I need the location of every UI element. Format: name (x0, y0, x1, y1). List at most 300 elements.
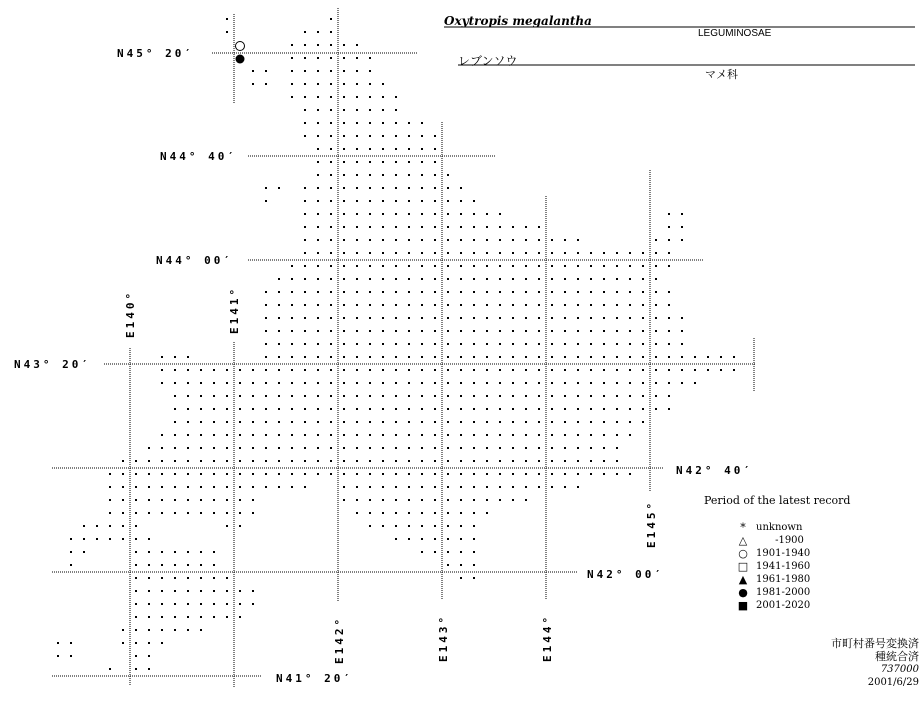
grid-dot (226, 460, 228, 462)
grid-dot (317, 447, 319, 449)
grid-dot (343, 460, 345, 462)
grid-dot (317, 343, 319, 345)
grid-dot (473, 200, 475, 202)
grid-dot (213, 564, 215, 566)
grid-dot (317, 317, 319, 319)
grid-dot (382, 109, 384, 111)
grid-dot (369, 330, 371, 332)
lat-label-n4200: N42° 00′ (587, 568, 664, 581)
grid-dot (161, 616, 163, 618)
grid-dot (304, 486, 306, 488)
grid-dot (317, 278, 319, 280)
grid-dot (369, 486, 371, 488)
grid-dot (629, 421, 631, 423)
grid-dot (395, 434, 397, 436)
grid-dot (278, 486, 280, 488)
grid-dot (434, 447, 436, 449)
grid-dot (642, 356, 644, 358)
grid-dot (356, 343, 358, 345)
grid-dot (642, 395, 644, 397)
grid-dot (512, 447, 514, 449)
grid-dot (434, 460, 436, 462)
grid-dot (148, 668, 150, 670)
grid-dot (655, 408, 657, 410)
grid-dot (356, 44, 358, 46)
grid-dot (538, 421, 540, 423)
grid-dot (668, 330, 670, 332)
grid-dot (512, 473, 514, 475)
grid-dot (70, 551, 72, 553)
grid-dot (291, 70, 293, 72)
grid-dot (603, 252, 605, 254)
grid-dot (187, 486, 189, 488)
grid-dot (304, 434, 306, 436)
grid-dot (616, 252, 618, 254)
grid-dot (408, 343, 410, 345)
grid-dot (499, 421, 501, 423)
grid-dot (551, 369, 553, 371)
grid-dot (369, 525, 371, 527)
grid-dot (382, 291, 384, 293)
grid-dot (356, 486, 358, 488)
grid-dot (434, 252, 436, 254)
grid-dot (200, 369, 202, 371)
grid-dot (447, 382, 449, 384)
grid-dot (434, 148, 436, 150)
grid-dot (135, 525, 137, 527)
grid-dot (382, 473, 384, 475)
grid-dot (629, 343, 631, 345)
grid-dot (408, 369, 410, 371)
grid-dot (603, 382, 605, 384)
grid-dot (330, 473, 332, 475)
grid-dot (538, 304, 540, 306)
grid-dot (512, 252, 514, 254)
grid-dot (395, 174, 397, 176)
grid-dot (551, 356, 553, 358)
grid-dot (161, 473, 163, 475)
grid-dot (226, 577, 228, 579)
grid-dot (291, 304, 293, 306)
filled-circle-icon: ● (738, 586, 748, 599)
grid-dot (616, 265, 618, 267)
grid-dot (161, 460, 163, 462)
grid-dot (200, 512, 202, 514)
lon-label-e141: E141° (228, 285, 241, 334)
grid-dot (629, 330, 631, 332)
grid-dot (551, 395, 553, 397)
grid-dot (629, 252, 631, 254)
grid-dot (590, 447, 592, 449)
grid-dot (304, 213, 306, 215)
grid-dot (135, 603, 137, 605)
grid-dot (421, 486, 423, 488)
grid-dot (330, 31, 332, 33)
grid-dot (135, 512, 137, 514)
lon-label-e145: E145° (645, 499, 658, 548)
grid-dot (447, 564, 449, 566)
grid-dot (330, 291, 332, 293)
grid-dot (330, 434, 332, 436)
grid-dot (486, 512, 488, 514)
grid-dot (382, 512, 384, 514)
grid-dot (512, 408, 514, 410)
grid-dot (291, 382, 293, 384)
grid-dot (187, 603, 189, 605)
grid-dot (408, 252, 410, 254)
grid-dot (187, 382, 189, 384)
grid-dot (252, 421, 254, 423)
grid-dot (161, 564, 163, 566)
grid-dot (551, 317, 553, 319)
grid-dot (161, 382, 163, 384)
grid-dot (369, 369, 371, 371)
grid-dot (148, 512, 150, 514)
grid-dot (174, 421, 176, 423)
grid-dot (447, 486, 449, 488)
grid-dot (343, 109, 345, 111)
grid-dot (642, 278, 644, 280)
grid-dot (629, 356, 631, 358)
grid-dot (356, 317, 358, 319)
grid-dot (460, 395, 462, 397)
grid-dot (330, 252, 332, 254)
grid-dot (356, 226, 358, 228)
grid-dot (538, 278, 540, 280)
grid-dot (460, 525, 462, 527)
grid-dot (200, 447, 202, 449)
grid-dot (421, 434, 423, 436)
grid-dot (343, 148, 345, 150)
grid-dot (551, 408, 553, 410)
grid-dot (473, 213, 475, 215)
grid-dot (577, 278, 579, 280)
grid-dot (343, 44, 345, 46)
grid-dot (408, 265, 410, 267)
grid-dot (408, 525, 410, 527)
grid-dot (304, 31, 306, 33)
grid-dot (83, 551, 85, 553)
grid-dot (473, 408, 475, 410)
grid-dot (564, 447, 566, 449)
grid-dot (603, 447, 605, 449)
grid-dot (330, 356, 332, 358)
grid-dot (421, 174, 423, 176)
grid-dot (304, 317, 306, 319)
grid-dot (421, 369, 423, 371)
grid-dot (603, 395, 605, 397)
grid-dot (668, 265, 670, 267)
grid-dot (577, 343, 579, 345)
grid-dot (369, 226, 371, 228)
grid-dot (57, 655, 59, 657)
grid-dot (538, 382, 540, 384)
grid-dot (291, 291, 293, 293)
grid-dot (213, 486, 215, 488)
grid-dot (434, 434, 436, 436)
grid-dot (603, 408, 605, 410)
grid-dot (616, 473, 618, 475)
grid-dot (213, 603, 215, 605)
grid-dot (460, 265, 462, 267)
grid-dot (473, 577, 475, 579)
grid-dot (460, 317, 462, 319)
grid-dot (395, 278, 397, 280)
grid-dot (707, 369, 709, 371)
grid-dot (382, 135, 384, 137)
grid-dot (369, 408, 371, 410)
grid-dot (174, 603, 176, 605)
grid-dot (681, 343, 683, 345)
grid-dot (668, 382, 670, 384)
grid-dot (616, 317, 618, 319)
grid-dot (343, 499, 345, 501)
grid-dot (265, 187, 267, 189)
grid-dot (421, 499, 423, 501)
grid-dot (343, 70, 345, 72)
grid-dot (317, 330, 319, 332)
grid-dot (642, 408, 644, 410)
grid-dot (629, 473, 631, 475)
grid-dot (538, 460, 540, 462)
grid-dot (148, 642, 150, 644)
grid-dot (720, 369, 722, 371)
grid-dot (356, 382, 358, 384)
grid-dot (421, 252, 423, 254)
grid-dot (473, 382, 475, 384)
grid-dot (525, 278, 527, 280)
grid-dot (161, 499, 163, 501)
grid-dot (447, 239, 449, 241)
grid-dot (434, 473, 436, 475)
grid-dot (395, 343, 397, 345)
grid-dot (629, 291, 631, 293)
grid-dot (369, 57, 371, 59)
grid-dot (265, 330, 267, 332)
grid-dot (135, 551, 137, 553)
grid-dot (369, 278, 371, 280)
grid-dot (408, 135, 410, 137)
grid-dot (187, 473, 189, 475)
grid-dot (330, 213, 332, 215)
grid-dot (473, 343, 475, 345)
grid-dot (109, 486, 111, 488)
grid-dot (239, 590, 241, 592)
grid-dot (330, 265, 332, 267)
grid-dot (590, 434, 592, 436)
grid-dot (408, 421, 410, 423)
grid-dot (382, 447, 384, 449)
grid-dot (317, 421, 319, 423)
grid-dot (577, 291, 579, 293)
grid-dot (486, 434, 488, 436)
grid-dot (382, 317, 384, 319)
grid-dot (304, 460, 306, 462)
grid-dot (200, 590, 202, 592)
grid-dot (148, 655, 150, 657)
grid-dot (408, 499, 410, 501)
grid-dot (161, 447, 163, 449)
grid-dot (460, 239, 462, 241)
grid-dot (447, 460, 449, 462)
grid-dot (226, 18, 228, 20)
grid-dot (70, 655, 72, 657)
grid-dot (382, 356, 384, 358)
grid-dot (200, 603, 202, 605)
grid-dot (538, 226, 540, 228)
grid-dot (343, 265, 345, 267)
grid-dot (616, 356, 618, 358)
grid-dot (356, 148, 358, 150)
grid-dot (174, 577, 176, 579)
grid-dot (577, 369, 579, 371)
grid-dot (629, 434, 631, 436)
family-japanese-name: マメ科 (705, 68, 738, 81)
grid-dot (343, 226, 345, 228)
grid-dot (122, 460, 124, 462)
lon-label-e144: E144° (541, 613, 554, 662)
grid-dot (551, 486, 553, 488)
grid-dot (317, 122, 319, 124)
grid-dot (421, 343, 423, 345)
grid-dot (434, 239, 436, 241)
legend-label: unknown (756, 522, 803, 533)
grid-dot (525, 343, 527, 345)
grid-dot (460, 330, 462, 332)
grid-dot (187, 408, 189, 410)
grid-dot (525, 317, 527, 319)
grid-dot (200, 486, 202, 488)
grid-dot (213, 551, 215, 553)
grid-dot (382, 421, 384, 423)
grid-dot (135, 668, 137, 670)
grid-dot (473, 499, 475, 501)
grid-dot (577, 408, 579, 410)
grid-dot (473, 265, 475, 267)
grid-dot (369, 70, 371, 72)
grid-dot (408, 486, 410, 488)
grid-dot (499, 291, 501, 293)
grid-dot (525, 382, 527, 384)
grid-dot (70, 564, 72, 566)
grid-dot (395, 239, 397, 241)
grid-dot (148, 473, 150, 475)
grid-dot (356, 135, 358, 137)
grid-dot (473, 525, 475, 527)
grid-dot (369, 343, 371, 345)
grid-dot (395, 187, 397, 189)
grid-dot (382, 187, 384, 189)
grid-dot (200, 499, 202, 501)
grid-dot (473, 304, 475, 306)
grid-dot (434, 512, 436, 514)
grid-dot (239, 473, 241, 475)
grid-dot (681, 382, 683, 384)
grid-dot (330, 109, 332, 111)
grid-dot (629, 304, 631, 306)
grid-dot (356, 213, 358, 215)
grid-dot (304, 356, 306, 358)
grid-dot (174, 629, 176, 631)
grid-dot (330, 187, 332, 189)
grid-dot (733, 356, 735, 358)
grid-dot (447, 369, 449, 371)
grid-dot (213, 447, 215, 449)
grid-dot (356, 109, 358, 111)
grid-dot (408, 213, 410, 215)
grid-dot (265, 369, 267, 371)
grid-dot (356, 200, 358, 202)
grid-dot (616, 343, 618, 345)
grid-dot (252, 590, 254, 592)
grid-dot (395, 330, 397, 332)
grid-dot (551, 278, 553, 280)
grid-dot (317, 83, 319, 85)
grid-dot (148, 499, 150, 501)
grid-dot (564, 421, 566, 423)
grid-dot (551, 460, 553, 462)
grid-dot (317, 70, 319, 72)
grid-dot (525, 291, 527, 293)
grid-dot (603, 278, 605, 280)
grid-dot (369, 499, 371, 501)
grid-dot (473, 421, 475, 423)
grid-dot (460, 421, 462, 423)
grid-dot (122, 642, 124, 644)
grid-dot (330, 18, 332, 20)
grid-dot (343, 434, 345, 436)
grid-dot (174, 512, 176, 514)
grid-dot (213, 473, 215, 475)
grid-dot (486, 460, 488, 462)
grid-dot (473, 538, 475, 540)
grid-dot (395, 408, 397, 410)
grid-dot (291, 57, 293, 59)
grid-dot (330, 382, 332, 384)
grid-dot (200, 616, 202, 618)
grid-dot (265, 434, 267, 436)
grid-dot (395, 473, 397, 475)
grid-dot (174, 395, 176, 397)
grid-dot (421, 551, 423, 553)
grid-dot (577, 473, 579, 475)
grid-dot (395, 213, 397, 215)
grid-dot (330, 395, 332, 397)
grid-dot (343, 304, 345, 306)
grid-dot (525, 356, 527, 358)
grid-dot (278, 473, 280, 475)
grid-dot (174, 447, 176, 449)
grid-dot (395, 304, 397, 306)
grid-dot (590, 252, 592, 254)
grid-dot (590, 343, 592, 345)
grid-dot (668, 356, 670, 358)
grid-dot (447, 317, 449, 319)
grid-dot (226, 525, 228, 527)
grid-dot (590, 473, 592, 475)
grid-dot (447, 291, 449, 293)
grid-dot (122, 525, 124, 527)
grid-dot (525, 252, 527, 254)
grid-dot (304, 122, 306, 124)
grid-dot (356, 96, 358, 98)
grid-dot (187, 369, 189, 371)
grid-dot (590, 395, 592, 397)
grid-dot (668, 226, 670, 228)
grid-dot (681, 356, 683, 358)
grid-dot (148, 564, 150, 566)
grid-dot (564, 278, 566, 280)
